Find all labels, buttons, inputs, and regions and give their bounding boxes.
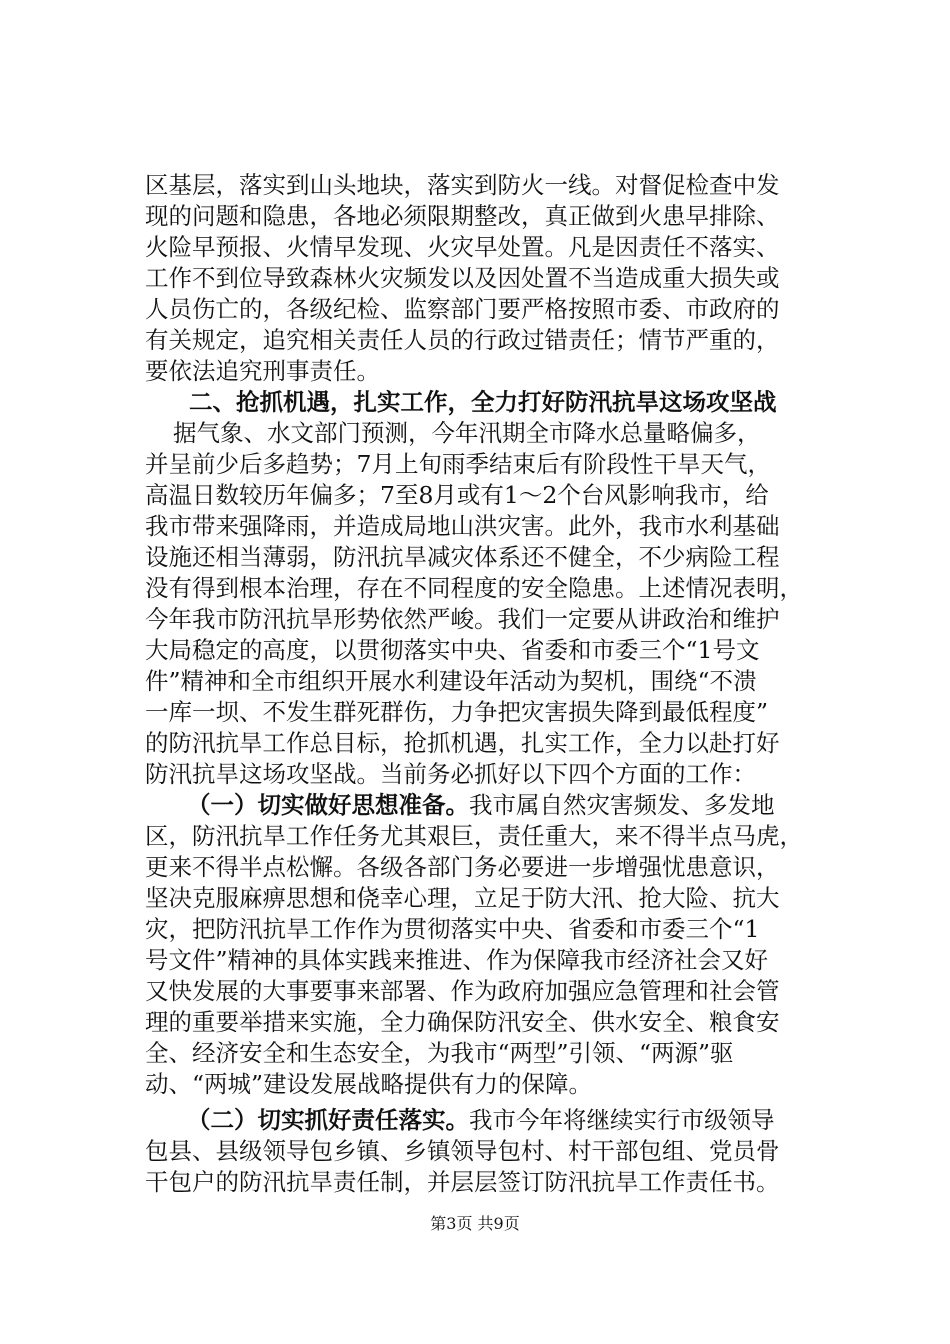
paragraph-line: 干包户的防汛抗旱责任制，并层层签订防汛抗旱工作责任书。	[145, 1168, 780, 1196]
paragraph-line: 号文件”精神的具体实践来推进、作为保障我市经济社会又好	[145, 946, 769, 974]
paragraph-line: 有关规定，追究相关责任人员的行政过错责任；情节严重的，	[145, 326, 780, 354]
paragraph-line: 包县、县级领导包乡镇、乡镇领导包村、村干部包组、党员骨	[145, 1137, 780, 1165]
subsection-first-line	[145, 1105, 845, 1136]
subsection-title: （二）切实抓好责任落实。	[187, 1106, 469, 1134]
paragraph-line: 人员伤亡的，各级纪检、监察部门要严格按照市委、市政府的	[145, 295, 780, 323]
paragraph-line: 区基层，落实到山头地块，落实到防火一线。对督促检查中发	[145, 171, 780, 199]
paragraph-line: 现的问题和隐患，各地必须限期整改，真正做到火患早排除、	[145, 202, 780, 230]
paragraph-line: 要依法追究刑事责任。	[145, 357, 380, 385]
paragraph-line: 据气象、水文部门预测，今年汛期全市降水总量略偏多，	[173, 419, 761, 447]
paragraph-line: 更来不得半点松懈。各级各部门务必要进一步增强忧患意识，	[145, 853, 780, 881]
paragraph-line: 一库一坝、不发生群死群伤，力争把灾害损失降到最低程度”	[145, 698, 769, 726]
paragraph-line: 灾，把防汛抗旱工作作为贯彻落实中央、省委和市委三个“1	[145, 915, 760, 943]
paragraph-line: 没有得到根本治理，存在不同程度的安全隐患。上述情况表明，	[145, 574, 803, 602]
paragraph-line: 大局稳定的高度，以贯彻落实中央、省委和市委三个“1号文	[145, 636, 760, 664]
paragraph-line: 工作不到位导致森林火灾频发以及因处置不当造成重大损失或	[145, 264, 780, 292]
paragraph-line: 高温日数较历年偏多；7至8月或有1～2个台风影响我市，给	[145, 481, 769, 509]
paragraph-line: 坚决克服麻痹思想和侥幸心理，立足于防大汛、抢大险、抗大	[145, 884, 780, 912]
subsection-text: 我市今年将继续实行市级领导	[469, 1106, 775, 1134]
paragraph-line: 火险早预报、火情早发现、火灾早处置。凡是因责任不落实、	[145, 233, 780, 261]
paragraph-line: 理的重要举措来实施，全力确保防汛安全、供水安全、粮食安	[145, 1008, 780, 1036]
section-heading: 二、抢抓机遇，扎实工作，全力打好防汛抗旱这场攻坚战	[189, 388, 777, 416]
paragraph-line: 防汛抗旱这场攻坚战。当前务必抓好以下四个方面的工作：	[145, 760, 756, 788]
paragraph-line: 并呈前少后多趋势；7月上旬雨季结束后有阶段性干旱天气，	[145, 450, 771, 478]
subsection-title: （一）切实做好思想准备。	[187, 791, 469, 819]
paragraph-line: 的防汛抗旱工作总目标，抢抓机遇，扎实工作，全力以赴打好	[145, 729, 780, 757]
paragraph-line: 设施还相当薄弱，防汛抗旱减灾体系还不健全，不少病险工程	[145, 543, 780, 571]
subsection-text: 我市属自然灾害频发、多发地	[469, 791, 775, 819]
subsection-first-line	[145, 790, 845, 821]
paragraph-line: 区，防汛抗旱工作任务尤其艰巨，责任重大，来不得半点马虎，	[145, 822, 803, 850]
paragraph-line: 今年我市防汛抗旱形势依然严峻。我们一定要从讲政治和维护	[145, 605, 780, 633]
document-body	[145, 170, 845, 1198]
paragraph-line: 动、“两城”建设发展战略提供有力的保障。	[145, 1070, 593, 1098]
paragraph-line: 全、经济安全和生态安全，为我市“两型”引领、“两源”驱	[145, 1039, 734, 1067]
paragraph-line: 我市带来强降雨，并造成局地山洪灾害。此外，我市水利基础	[145, 512, 780, 540]
page-number-footer: 第3页 共9页	[430, 1214, 520, 1233]
paragraph-line: 又快发展的大事要事来部署、作为政府加强应急管理和社会管	[145, 977, 780, 1005]
paragraph-line: 件”精神和全市组织开展水利建设年活动为契机，围绕“不溃	[145, 667, 757, 695]
